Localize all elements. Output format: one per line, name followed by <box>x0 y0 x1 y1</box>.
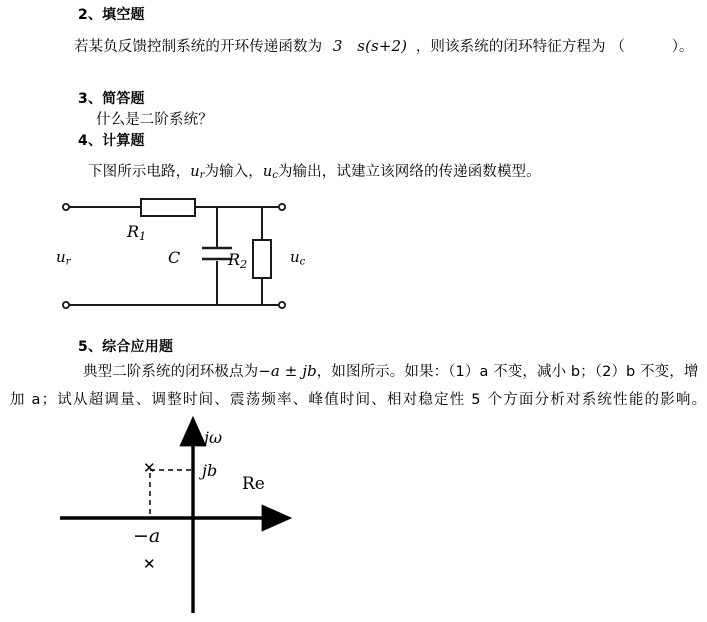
imaginary-axis-label: jω <box>204 428 223 447</box>
section-5-text-b: ，如图所示。如果：（1）a 不变，减小 b；（2）b 不变，增 <box>316 364 699 380</box>
section-2-question-middle: ，则该系统的闭环特征方程为 <box>415 39 606 55</box>
output-voltage-label: uc <box>290 248 306 268</box>
section-4-title: 计算题 <box>102 133 145 149</box>
section-5-title: 综合应用题 <box>102 339 174 355</box>
real-axis-label: Re <box>242 474 265 494</box>
section-2-heading <box>78 4 145 24</box>
pole-marker-lower: ✕ <box>143 555 156 573</box>
input-variable-subscript: r <box>199 170 205 182</box>
section-5-heading <box>78 336 173 356</box>
section-4-number: 4、 <box>78 133 103 149</box>
section-2-title: 填空题 <box>102 7 145 23</box>
resistor2-label: R2 <box>228 250 248 271</box>
section-2-question-prefix: 若某负反馈控制系统的开环传递函数为 <box>74 39 323 55</box>
section-3-number: 3、 <box>78 91 103 107</box>
section-4-text-part2: 为输入， <box>204 164 263 180</box>
section-5-line1 <box>55 360 698 381</box>
capacitor-label: C <box>168 248 181 267</box>
output-variable-u: u <box>262 164 273 180</box>
pole-expression: −a ± jb <box>258 362 317 380</box>
fraction-denominator: s(s+2) <box>357 36 408 55</box>
section-5-line2: 加 a；试从超调量、调整时间、震荡频率、峰值时间、相对稳定性 5 个方面分析对系统性能的影响。 <box>10 392 707 408</box>
section-3-heading <box>78 88 145 108</box>
section-2-question <box>74 35 694 56</box>
answer-blank-close: ）。 <box>671 39 694 55</box>
pole-imaginary-label: jb <box>202 461 218 480</box>
transfer-function-fraction <box>327 36 411 55</box>
section-4-text-part3: 为输出，试建立该网络的传递函数模型。 <box>277 164 541 180</box>
fraction-numerator: 3 <box>332 36 343 55</box>
input-voltage-label: ur <box>56 248 71 268</box>
section-5-text-a: 典型二阶系统的闭环极点为 <box>83 364 259 380</box>
section-4-heading <box>78 130 145 150</box>
section-5-number: 5、 <box>78 339 103 355</box>
section-3-question: 什么是二阶系统？ <box>96 112 213 128</box>
pole-marker-upper: ✕ <box>143 459 156 477</box>
section-2-number: 2、 <box>78 7 103 23</box>
section-4-text-part1: 下图所示电路， <box>88 164 191 180</box>
output-variable-subscript: c <box>272 170 278 182</box>
answer-blank-open: （ <box>610 39 625 55</box>
input-variable-u: u <box>190 164 200 180</box>
section-3-title: 简答题 <box>102 91 145 107</box>
resistor1-label: R1 <box>127 222 147 243</box>
pole-real-label: −a <box>133 525 161 547</box>
section-4-question <box>88 160 541 181</box>
